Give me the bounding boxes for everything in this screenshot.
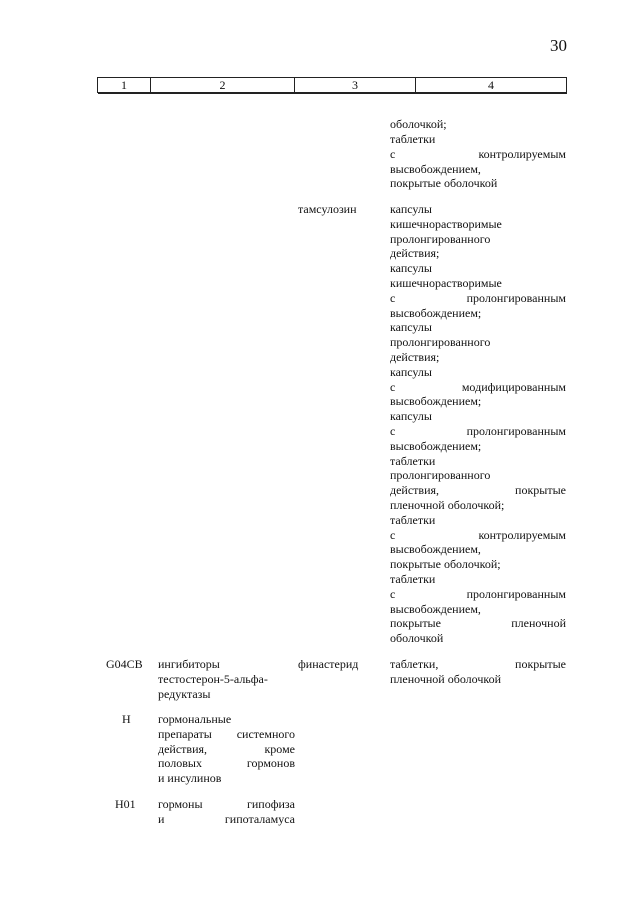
form-line: с контролируемым — [390, 527, 566, 542]
form-line: капсулы — [390, 409, 432, 424]
form-line: пролонгированного — [390, 335, 491, 350]
form-line: высвобождением; — [390, 305, 482, 320]
form-line: капсулы — [390, 202, 432, 216]
group-line: действия, кроме — [158, 741, 295, 756]
group-line: редуктазы — [158, 686, 211, 701]
column-header-3: 3 — [295, 78, 416, 94]
group-line: препараты системного — [158, 726, 295, 741]
group-line: половых гормонов — [158, 756, 295, 771]
form-line: пленочной оболочкой — [390, 671, 502, 686]
form-line: с пролонгированным — [390, 586, 566, 601]
group-line: гормоны гипофиза — [158, 797, 295, 811]
form-line: покрытые пленочной — [390, 616, 566, 631]
form-line: пленочной оболочкой; — [390, 498, 505, 512]
group-line: ингибиторы — [158, 657, 220, 671]
form-line: таблетки, покрытые — [390, 657, 566, 671]
form-line: покрытые оболочкой; — [390, 557, 501, 572]
form-line: действия; — [390, 246, 440, 261]
table-header — [97, 77, 567, 93]
page-number: 30 — [550, 36, 567, 55]
form-line: таблетки — [390, 512, 436, 527]
group-line: и инсулинов — [158, 771, 222, 786]
form-line: капсулы — [390, 261, 432, 276]
form-line: покрытые оболочкой — [390, 176, 498, 190]
drug-name-tamsulosin: тамсулозин — [298, 202, 357, 216]
form-line: таблетки — [390, 572, 436, 586]
form-line: высвобождением, — [390, 162, 481, 176]
column-header-2: 2 — [151, 78, 295, 94]
form-line: оболочкой — [390, 631, 444, 646]
atc-code-g04cb: G04CB — [106, 657, 143, 671]
drug-name-finasteride: финастерид — [298, 657, 359, 671]
form-line: с пролонгированным — [390, 424, 566, 438]
form-line: пролонгированного — [390, 468, 491, 483]
form-line: таблетки — [390, 132, 436, 146]
column-header-1: 1 — [98, 78, 151, 94]
form-line: капсулы — [390, 320, 432, 335]
form-line: капсулы — [390, 364, 432, 379]
form-line: высвобождением; — [390, 394, 482, 409]
form-line: действия, покрытые — [390, 483, 566, 498]
group-line: тестостерон-5-альфа- — [158, 671, 268, 686]
form-line: кишечнорастворимые — [390, 276, 502, 290]
group-line: гормональные — [158, 712, 232, 726]
atc-code-h01: H01 — [115, 797, 136, 811]
form-line: таблетки — [390, 453, 436, 468]
form-line: с пролонгированным — [390, 290, 566, 305]
form-line: пролонгированного — [390, 231, 491, 246]
form-line: оболочкой; — [390, 117, 447, 131]
form-line: с контролируемым — [390, 147, 566, 161]
column-header-4: 4 — [416, 78, 567, 94]
form-line: высвобождением, — [390, 601, 481, 616]
group-line: и гипоталамуса — [158, 811, 295, 826]
form-line: высвобождением; — [390, 438, 482, 453]
form-line: кишечнорастворимые — [390, 216, 502, 231]
form-line: действия; — [390, 350, 440, 364]
form-line: высвобождением, — [390, 542, 481, 557]
form-line: с модифицированным — [390, 379, 566, 394]
atc-code-h: H — [122, 712, 131, 726]
